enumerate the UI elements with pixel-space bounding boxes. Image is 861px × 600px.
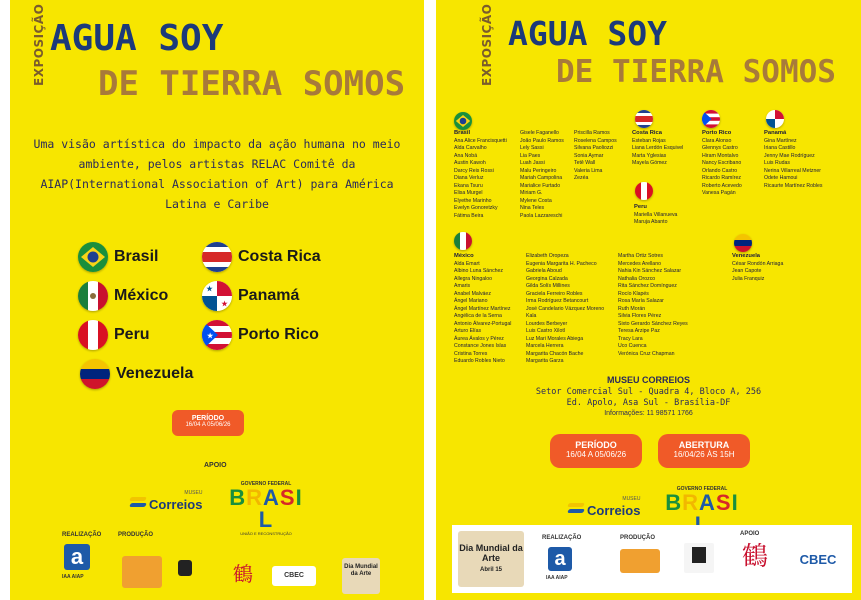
exhibition-label: EXPOSIÇÃO xyxy=(32,3,46,86)
artist-name: Maruja Abanto xyxy=(634,219,668,225)
venue-info: Informações: 11 98571 1766 xyxy=(604,410,693,417)
brasil-artists-3 xyxy=(574,130,617,183)
artist-name: Alda Carvalho xyxy=(454,145,487,151)
exhibition-label: EXPOSIÇÃO xyxy=(480,3,494,86)
country-label: Brasil xyxy=(454,130,471,136)
country-mexico xyxy=(78,281,168,311)
venue-line2: Ed. Apolo, Asa Sul - Brasília-DF xyxy=(566,398,731,408)
governo-top: GOVERNO FEDERAL xyxy=(676,486,728,492)
country-label: Venezuela xyxy=(116,365,194,382)
artist-name: Lourdes Berbeyer xyxy=(526,320,568,327)
venezuela-flag-icon xyxy=(80,359,110,389)
porto-rico-artists xyxy=(702,130,742,198)
country-label: Peru xyxy=(114,326,150,343)
artist-name: Ángel Martínez Martínez xyxy=(454,305,511,312)
artist-name: Constance Jones Islas xyxy=(454,343,507,349)
mexico-artists-2 xyxy=(526,253,604,366)
sindicato-logo xyxy=(178,560,192,576)
correios-logo xyxy=(130,490,202,514)
artist-name: Rocío Klapés xyxy=(618,290,649,297)
artist-name: Luis Castro Xilotl xyxy=(526,328,565,334)
artist-name: Diana Verluz xyxy=(454,175,484,181)
title-line1: AGUA SOY xyxy=(50,18,224,59)
artist-name: Marta Yglesias xyxy=(632,152,667,159)
periodo-label: PERÍODO xyxy=(191,415,225,422)
artist-name: Nathalia Orozco xyxy=(618,275,656,282)
artist-name: Eduardo Robles Nieto xyxy=(454,358,505,364)
producao-logo xyxy=(122,556,162,588)
brasil-wordmark: BRASIL xyxy=(229,485,303,532)
brasil-flag-icon xyxy=(78,242,108,272)
artist-name: Sonia Aymar xyxy=(574,152,604,159)
artist-name: Irma Rodríguez Betancourt xyxy=(526,298,589,304)
apoio-label: APOIO xyxy=(204,462,227,469)
artist-name: Gisele Faganello xyxy=(520,130,559,136)
governo-top: GOVERNO FEDERAL xyxy=(240,481,292,487)
artist-name: Liana Lerdón Esquivel xyxy=(632,145,684,151)
country-label: Porto Rico xyxy=(702,130,732,136)
country-porto-rico xyxy=(202,320,319,350)
cbec-logo: CBEC xyxy=(272,566,316,586)
artist-name: Mariella Villanueva xyxy=(634,211,678,218)
artist-name: Elyethe Marinho xyxy=(454,197,492,204)
artist-name: Elisa Murgel xyxy=(454,190,483,196)
country-label: México xyxy=(454,253,474,259)
artist-name: Esteban Rojas xyxy=(632,137,666,144)
country-label: Panamá xyxy=(238,287,300,304)
artist-name: Anabel Malváez xyxy=(454,290,491,297)
artist-name: Jean Capote xyxy=(732,268,762,274)
venezuela-flag-icon xyxy=(734,234,752,252)
country-costa-rica xyxy=(202,242,321,272)
artist-name: Odete Hamoui xyxy=(764,175,798,181)
artist-name: Ekana Tsuru xyxy=(454,182,483,189)
periodo-dates: 16/04 A 05/06/26 xyxy=(565,450,627,459)
correios-mark-icon xyxy=(568,503,584,513)
artist-name: Ruth Morán xyxy=(618,305,646,312)
artist-name: João Paulo Ramos xyxy=(520,137,564,144)
correios-small: MUSEU xyxy=(184,490,203,496)
poster-left xyxy=(10,0,424,600)
mexico-flag-icon xyxy=(454,232,472,250)
artist-name: Ricardo Ramírez xyxy=(702,175,741,181)
atelie-logo: 鶴 xyxy=(741,541,768,571)
title-line2: DE TIERRA SOMOS xyxy=(556,54,836,90)
iaa-logo: a xyxy=(548,547,572,571)
country-venezuela xyxy=(80,359,193,389)
country-label: Venezuela xyxy=(732,253,761,259)
venezuela-artists xyxy=(732,253,783,283)
costa-rica-flag-icon xyxy=(635,110,653,128)
artist-name: Nerina Villarreal Metzner xyxy=(764,167,821,174)
artist-name: Eugenia Margarita H. Pacheco xyxy=(526,260,597,267)
artist-name: Angélica de la Serna xyxy=(454,313,502,319)
artist-name: Paola Lazzareschi xyxy=(520,212,563,219)
atelie-logo: 鶴 xyxy=(233,564,253,586)
artist-name: Evelyn Gonoretzky xyxy=(454,205,498,211)
svg-text:★: ★ xyxy=(206,286,213,293)
artist-name: Clara Alonso xyxy=(702,137,732,144)
artist-name: Zezéa xyxy=(574,175,589,181)
artist-name: Iriana Castillo xyxy=(764,145,796,151)
venue-name: MUSEU CORREIOS xyxy=(606,375,690,385)
mexico-flag-icon xyxy=(78,281,108,311)
artist-name: Kala xyxy=(526,313,537,319)
artist-name: Allegra Ningaloo xyxy=(454,275,493,282)
country-peru xyxy=(78,320,150,350)
artist-name: Antonio Álvarez-Portugal xyxy=(454,320,512,327)
artist-name: Teresa Arzipe Paz xyxy=(618,328,660,334)
abertura-dates: 16/04/26 ÀS 15H xyxy=(673,450,735,459)
country-label: Panamá xyxy=(764,130,787,136)
artist-name: Elizabeth Oropeza xyxy=(526,253,569,259)
artist-name: Luz Mari Morales Abiega xyxy=(526,335,584,342)
iaa-label: IAA AIAP xyxy=(546,575,568,581)
artist-name: Gabriela Aboud xyxy=(526,268,562,274)
panama-flag-icon xyxy=(766,110,784,128)
producao-label: PRODUÇÃO xyxy=(620,535,656,541)
artist-name: Amaris xyxy=(454,283,471,289)
artist-name: Silvana Paoliozzi xyxy=(574,145,614,151)
artist-name: Alda Emart xyxy=(454,260,480,267)
country-label: Brasil xyxy=(114,248,159,265)
artist-name: Gilda Solís Millines xyxy=(526,283,570,289)
artist-name: Marcela Herrera xyxy=(526,343,564,349)
country-panama xyxy=(202,281,299,311)
artist-name: Mylene Costa xyxy=(520,197,552,204)
artist-name: Vanesa Pagán xyxy=(702,190,736,196)
correios-logo xyxy=(568,496,640,520)
porto-rico-flag-icon xyxy=(202,320,232,350)
sindicato-logo xyxy=(684,543,714,573)
venue-line1: Setor Comercial Sul - Quadra 4, Bloco A, 256 xyxy=(535,387,762,397)
artist-name: Arturo Elías xyxy=(454,328,482,334)
artist-name: Cristina Torres xyxy=(454,350,488,357)
artist-name: Margarita Chacón Bache xyxy=(526,350,584,357)
artist-name: Julia Franquiz xyxy=(732,275,765,282)
artist-name: Luis Rudas xyxy=(764,160,790,166)
artist-name: Nahia Kin Sánchez Salazar xyxy=(618,268,682,274)
artist-name: Orlando Castro xyxy=(702,167,738,174)
dia-mundial-logo xyxy=(458,531,524,587)
brasil-flag-icon xyxy=(454,112,472,130)
venue-block xyxy=(436,375,861,417)
artist-name: César Rondón Arriaga xyxy=(732,260,784,267)
artist-name: Luah Jassi xyxy=(520,160,545,166)
artist-name: Jenny Mae Rodríguez xyxy=(764,152,815,159)
artist-name: Verónica Cruz Chapman xyxy=(618,350,675,357)
peru-flag-icon xyxy=(635,182,653,200)
mexico-artists-3 xyxy=(618,253,688,358)
artist-name: Mariah Campolina xyxy=(520,175,563,181)
artist-name: Hiram Montalvo xyxy=(702,152,739,159)
svg-text:★: ★ xyxy=(221,301,228,308)
artist-name: Silvia Flores Pérez xyxy=(618,313,662,319)
artist-name: Martha Ortiz Sotres xyxy=(618,253,663,259)
governo-federal-logo xyxy=(226,481,306,536)
artist-name: Darcy Reis Rossi xyxy=(454,167,494,174)
artist-name: Malu Peringeiro xyxy=(520,167,557,174)
iaa-label: IAA AIAP xyxy=(62,574,84,580)
artist-name: Georgina Calzada xyxy=(526,275,568,282)
artist-name: Albino Luna Sánchez xyxy=(454,268,504,274)
dia-mundial-text: Dia Mundial da Arte xyxy=(459,543,523,563)
periodo-label: PERÍODO xyxy=(575,440,617,450)
artist-name: Roselena Campos xyxy=(574,137,617,144)
country-label: Peru xyxy=(634,204,647,210)
artist-name: Lia Paes xyxy=(520,152,541,159)
country-label: Costa Rica xyxy=(632,130,662,136)
realizacao-label: REALIZAÇÃO xyxy=(62,532,102,538)
governo-sub: UNIÃO E RECONSTRUÇÃO xyxy=(240,531,292,536)
artist-name: Ana Nobá xyxy=(454,152,478,159)
artist-name: Ana Alice Francisquetti xyxy=(454,137,507,144)
producao-label: PRODUÇÃO xyxy=(118,532,154,538)
correios-name: Correios xyxy=(587,503,641,518)
artist-name: Fátima Beira xyxy=(454,212,484,219)
artist-name: Nina Teles xyxy=(520,205,545,211)
correios-small: MUSEU xyxy=(622,496,641,502)
correios-mark-icon xyxy=(130,497,146,507)
dia-mundial-logo: Dia Mundial da Arte xyxy=(342,558,380,594)
abertura-box xyxy=(658,434,750,468)
brasil-artists-2 xyxy=(520,130,564,220)
artist-name: Ricaurte Martínez Robles xyxy=(764,182,823,189)
peru-artists xyxy=(634,204,677,227)
sponsor-strip xyxy=(452,525,852,593)
country-brasil xyxy=(78,242,158,272)
artist-name: Ángel Mariano xyxy=(454,298,488,304)
artist-name: Rita Sánchez Domínguez xyxy=(618,283,677,289)
svg-text:★: ★ xyxy=(207,333,214,340)
artist-name: Sixto Gerardo Sánchez Reyes xyxy=(618,320,688,327)
realizacao-label: REALIZAÇÃO xyxy=(542,535,582,541)
artist-name: Austin Kawoh xyxy=(454,160,486,166)
title-line2: DE TIERRA SOMOS xyxy=(98,64,406,104)
artist-name: Tracy Lara xyxy=(618,335,643,342)
brasil-artists-1 xyxy=(454,130,507,220)
artist-name: Mercedes Arellano xyxy=(618,260,661,267)
artist-name: José Candelario Vázquez Moreno xyxy=(526,305,605,312)
artist-name: Marialice Furtado xyxy=(520,182,561,189)
periodo-box xyxy=(172,410,244,436)
title-line1: AGUA SOY xyxy=(508,14,667,53)
poster-right xyxy=(436,0,861,600)
producao-logo xyxy=(620,549,660,573)
artist-name: Uco Cuenca xyxy=(618,343,647,349)
artist-name: Mayela Gómez xyxy=(632,160,667,166)
peru-flag-icon xyxy=(78,320,108,350)
periodo-box xyxy=(550,434,642,468)
artist-name: Gina Martínez xyxy=(764,137,797,144)
artist-name: Miriam G. xyxy=(520,190,543,196)
costa-rica-artists xyxy=(632,130,683,168)
porto-rico-flag-icon xyxy=(702,110,720,128)
cbec-logo: CBEC xyxy=(799,552,837,567)
artist-name: Rosa María Salazar xyxy=(618,298,664,304)
artist-name: Priscilla Ramos xyxy=(574,130,610,136)
periodo-dates: 16/04 A 05/06/26 xyxy=(185,422,231,428)
apoio-label: APOIO xyxy=(740,531,760,537)
panama-flag-icon xyxy=(202,281,232,311)
artist-name: Valeria Lima xyxy=(574,167,603,174)
artist-name: Lely Sassi xyxy=(520,145,544,151)
description: Uma visão artística do impacto da ação humana no meio ambiente, pelos artistas RELAC Comitê da AIAP(International Association of Art) para América Latina e Caribe xyxy=(33,137,401,211)
artist-name: Graciela Ferreiro Robles xyxy=(526,290,583,297)
panama-artists xyxy=(764,130,823,190)
iaa-logo: a xyxy=(64,544,90,570)
abertura-label: ABERTURA xyxy=(678,440,730,450)
country-label: Porto Rico xyxy=(238,326,319,343)
artist-name: Glennys Castro xyxy=(702,145,738,151)
country-label: Costa Rica xyxy=(238,248,321,265)
artist-name: Tetê Wall xyxy=(574,160,596,166)
abril-text: Abril 15 xyxy=(479,567,502,573)
costa-rica-flag-icon xyxy=(202,242,232,272)
artist-name: Roberto Acevedo xyxy=(702,182,742,189)
artist-name: Áurea Ávalos y Pérez xyxy=(454,335,504,342)
brasil-wordmark: BRASI xyxy=(665,490,739,515)
correios-name: Correios xyxy=(149,497,203,512)
artist-name: Margarita Garza xyxy=(526,358,564,364)
mexico-artists-1 xyxy=(454,253,511,366)
country-label: México xyxy=(114,287,169,304)
artist-name: Nancy Escribano xyxy=(702,160,742,166)
